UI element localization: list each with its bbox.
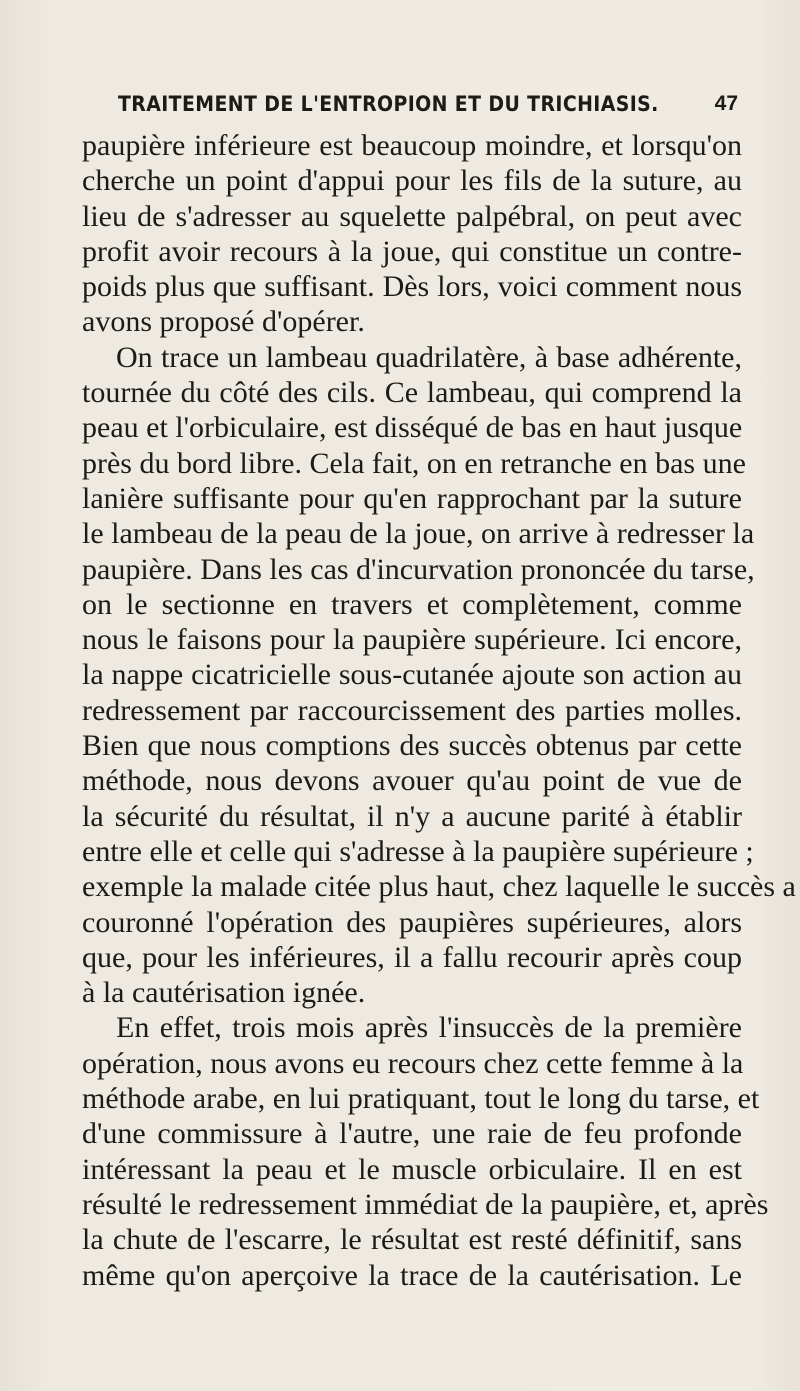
text-line: exemple la malade citée plus haut, chez laquelle le succès a [82,870,796,904]
text-line: méthode arabe, en lui pratiquant, tout le long du tarse, et [82,1082,760,1116]
text-line: le lambeau de la peau de la joue, on arrive à redresser la [82,517,755,551]
text-line: à la cautérisation ignée. [82,976,366,1010]
text-line: d'une commissure à l'autre, une raie de feu profonde [82,1117,742,1151]
text-line: redressement par raccourcissement des parties molles. [82,693,742,727]
text-line: tournée du côté des cils. Ce lambeau, qui comprend la [82,376,742,410]
paragraph-start-line: On trace un lambeau quadrilatère, à base adhérente, [116,340,742,374]
text-line: la sécurité du résultat, il n'y a aucune parité à établir [82,799,742,833]
text-line: lieu de s'adresser au squelette palpébral, on peut avec [82,199,742,233]
page-number: 47 [714,92,738,115]
text-line: poids plus que suffisant. Dès lors, voici comment nous [82,270,742,304]
text-line: la chute de l'escarre, le résultat est resté définitif, sans [82,1223,742,1257]
text-line: que, pour les inférieures, il a fallu recourir après coup [82,940,742,974]
text-line: près du bord libre. Cela fait, on en retranche en bas une [82,446,746,480]
text-line: avons proposé d'opérer. [82,305,365,339]
body-text [82,128,796,1293]
running-title: TRAITEMENT DE L'ENTROPION ET DU TRICHIASIS. [118,92,659,116]
text-line: paupière. Dans les cas d'incurvation prononcée du tarse, [82,552,755,586]
text-line: résulté le redressement immédiat de la paupière, et, après [82,1187,769,1221]
text-line: méthode, nous devons avouer qu'au point de vue de [82,764,742,798]
text-line: la nappe cicatricielle sous-cutanée ajoute son action au [82,658,742,692]
text-line: opération, nous avons eu recours chez cette femme à la [82,1046,744,1080]
text-line: profit avoir recours à la joue, qui constitue un contre- [82,234,742,268]
text-line: Bien que nous comptions des succès obtenus par cette [82,729,742,763]
text-line: nous le faisons pour la paupière supérieure. Ici encore, [82,623,742,657]
text-line: peau et l'orbiculaire, est disséqué de bas en haut jusque [82,411,743,445]
text-line: lanière suffisante pour qu'en rapprochant par la suture [82,481,742,515]
text-line: on le sectionne en travers et complètement, comme [82,587,742,621]
text-line: cherche un point d'appui pour les fils de la suture, au [82,164,742,198]
text-line: même qu'on aperçoive la trace de la cautérisation. Le [82,1258,742,1292]
text-line: intéressant la peau et le muscle orbiculaire. Il en est [82,1152,742,1186]
text-line: paupière inférieure est beaucoup moindre, et lorsqu'on [82,129,742,162]
paragraph-start-line: En effet, trois mois après l'insuccès de la première [116,1011,742,1045]
text-line: couronné l'opération des paupières supérieures, alors [82,905,742,939]
running-head [118,92,738,122]
text-line: entre elle et celle qui s'adresse à la paupière supérieure ; [82,834,754,868]
